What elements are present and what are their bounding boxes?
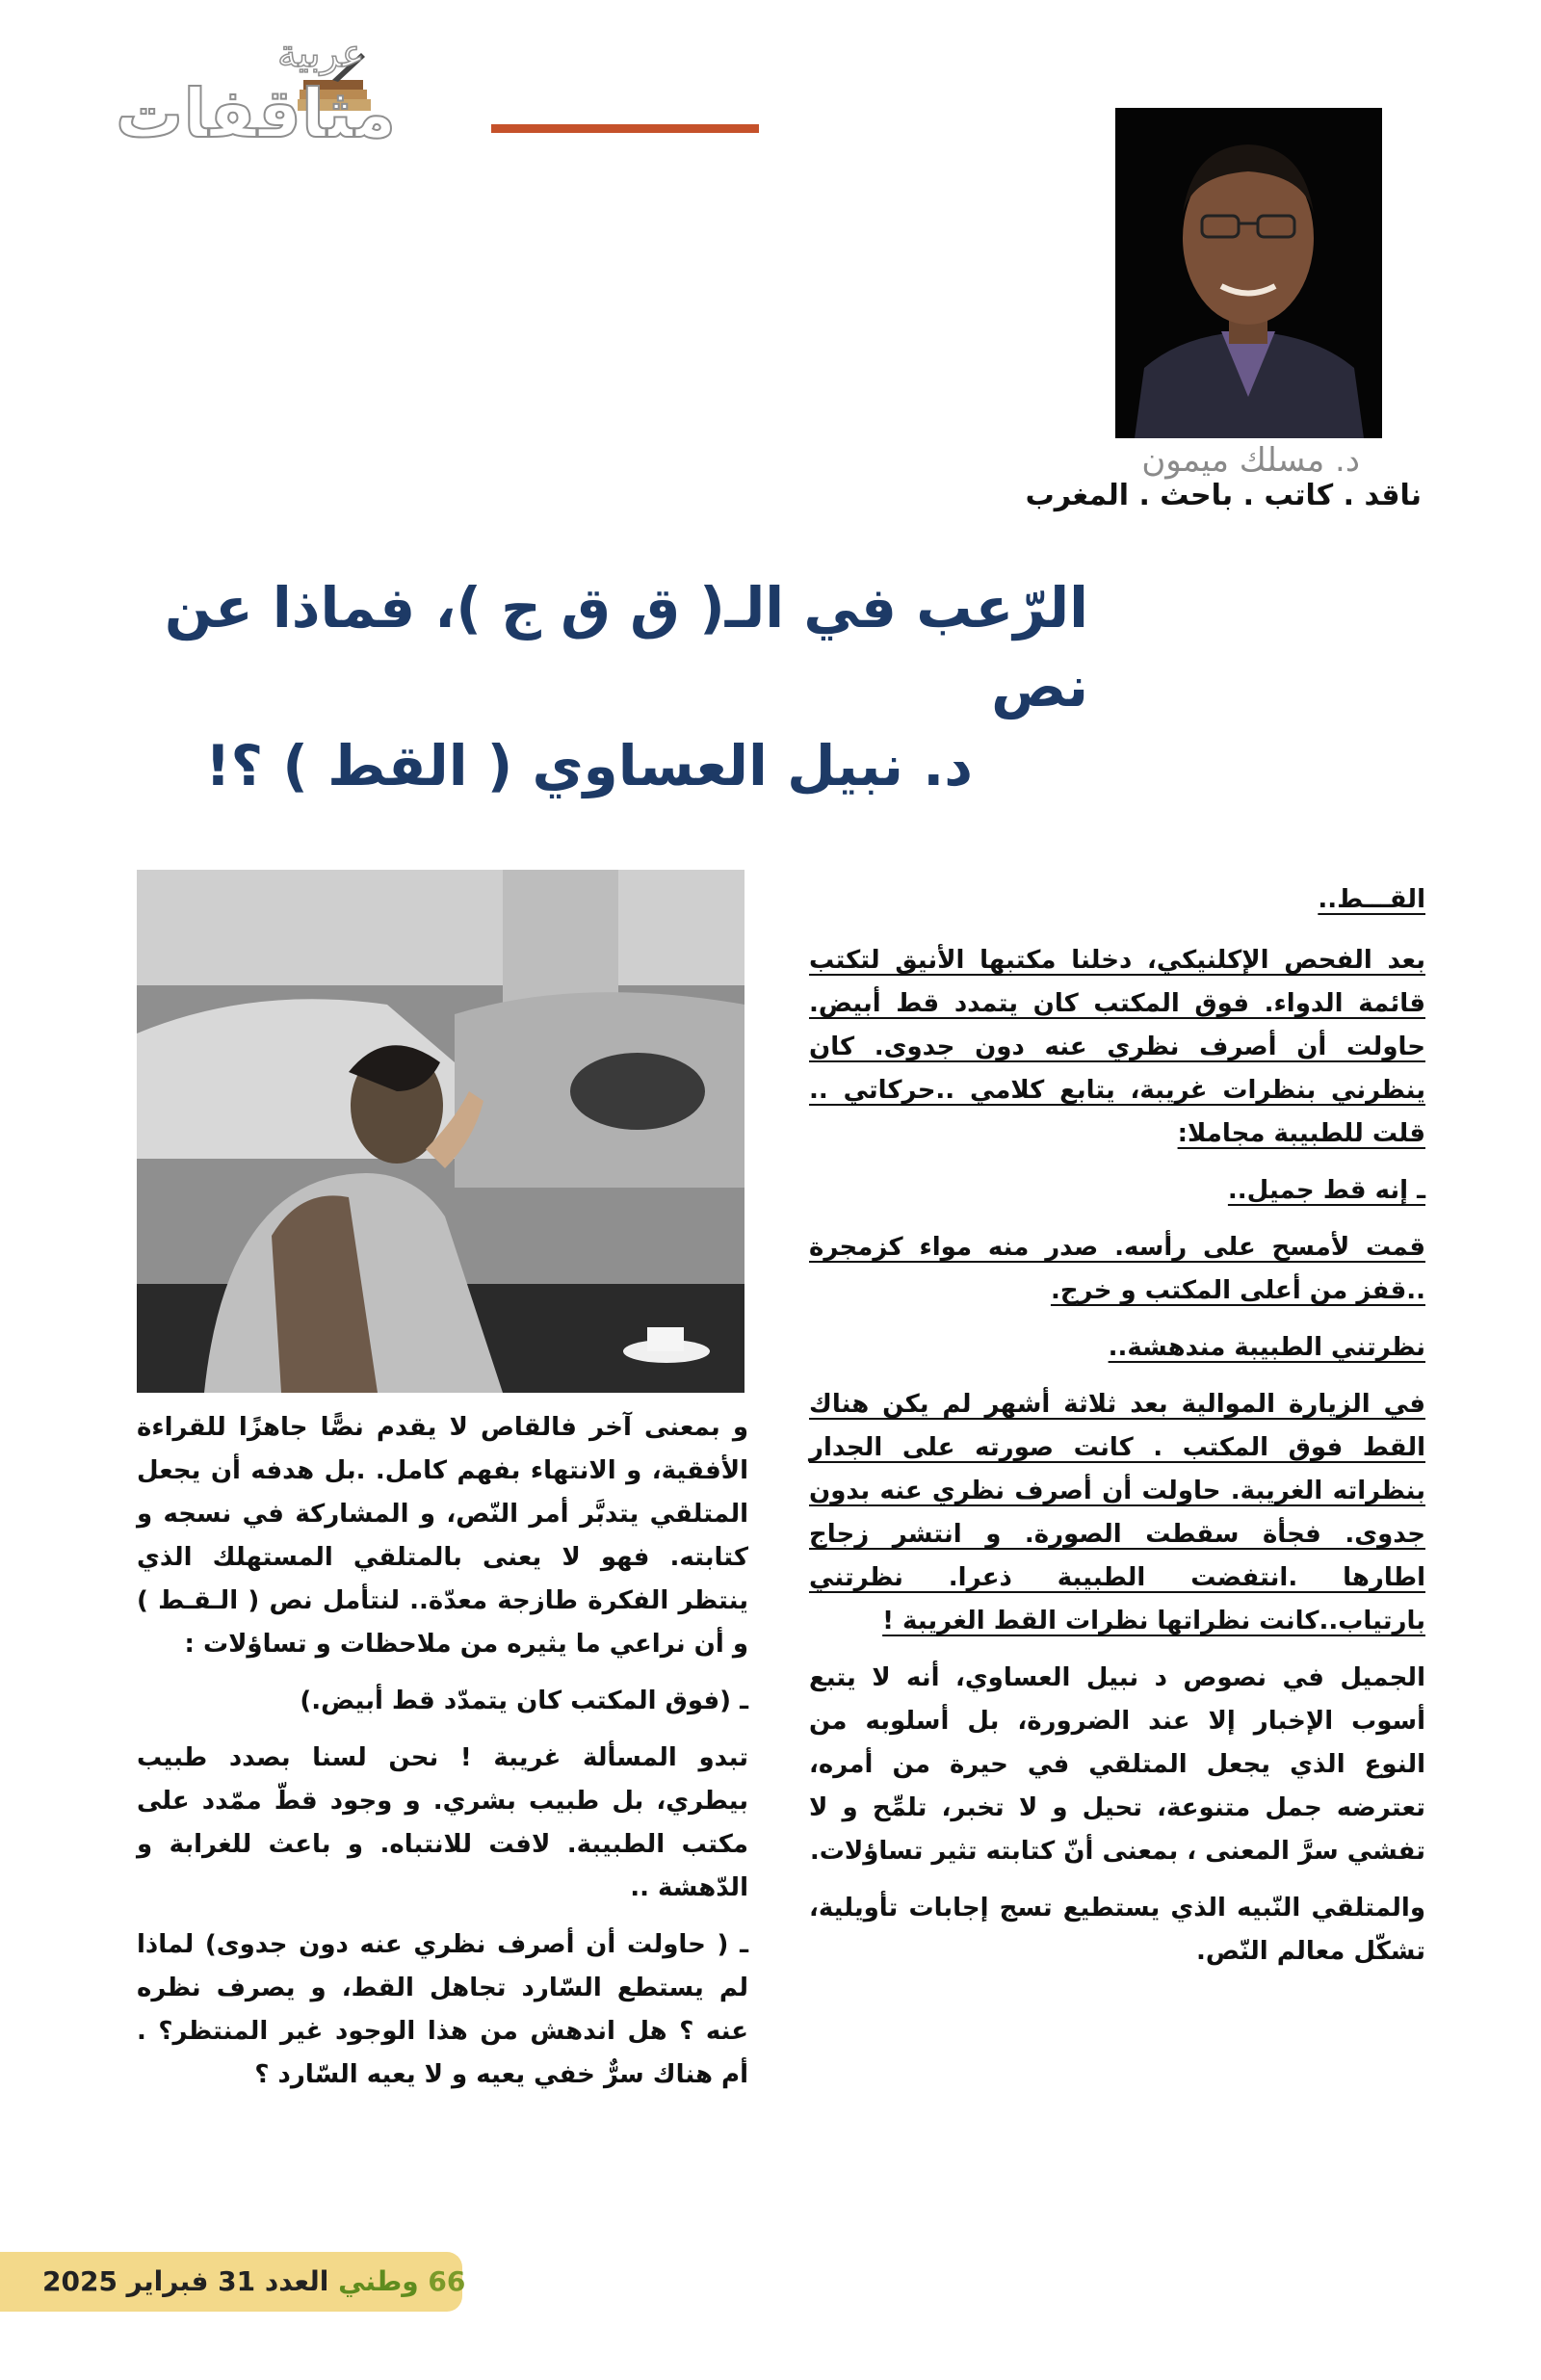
- article-photo: [137, 870, 744, 1393]
- author-name: د. مسلك ميمون: [1141, 441, 1360, 480]
- title-line-2: د. نبيل العساوي ( القط ) ؟!: [205, 733, 973, 798]
- logo-accent-line: [491, 124, 759, 133]
- title-line-1: الرّعب في الـ( ق ق ج )، فماذا عن نص: [164, 575, 1088, 719]
- right-column: [809, 878, 1425, 1987]
- analysis-paragraph-3: و بمعنى آخر فالقاص لا يقدم نصًّا جاهزًا للقراءة الأفقية، و الانتهاء بفهم كامل. .بل هدفه أن يجعل المتلقي يتدبَّر أمر النّص، و المشاركة في نسجه و كتابته. فهو لا يعنى بالمتلقي المستهلك الذي ينتظر الفكرة طازجة معدّة.. لنتأمل نص ( الـقـط ) و أن نراعي ما يثيره من ملاحظات و تساؤلات :: [137, 1413, 748, 1659]
- story-paragraph-3: قمت لأمسح على رأسه. صدر منه مواء كزمجرة ..قفز من أعلى المكتب و خرج.: [809, 1233, 1425, 1305]
- footer-text: [42, 2265, 465, 2297]
- story-paragraph-4: نظرتني الطبيبة مندهشة..: [1108, 1333, 1425, 1362]
- magazine-name: وطني: [338, 2265, 419, 2297]
- quote-2: ـ ( حاولت أن أصرف نظري عنه دون جدوى) لماذا لم يستطع السّارد تجاهل القط، و يصرف نظره عنه ؟ هل اندهش من هذا الوجود غير المنتظر؟ . أم هناك سرٌّ خفي يعيه و لا يعيه السّارد ؟: [137, 1930, 748, 2089]
- magazine-logo: [106, 24, 665, 153]
- story-paragraph-2: ـ إنه قط جميل..: [1227, 1176, 1425, 1205]
- page-footer: [0, 2252, 466, 2312]
- page-number: 66: [428, 2265, 466, 2297]
- analysis-paragraph-4: تبدو المسألة غريبة ! نحن لسنا بصدد طبيب بيطري، بل طبيب بشري. و وجود قطّ ممّدد على مكتب الطبيبة. لافت للانتباه. و باعث للغرابة و الدّهشة ..: [137, 1743, 748, 1902]
- article-title: [125, 568, 1088, 805]
- logo-subtitle: عربية: [277, 32, 365, 76]
- analysis-paragraph-2: والمتلقي النّبيه الذي يستطيع تسج إجابات تأويلية، تشكّل معالم النّص.: [809, 1894, 1425, 1966]
- author-role: ناقد . كاتب . باحث . المغرب: [1025, 479, 1422, 512]
- author-portrait: [1115, 108, 1382, 438]
- issue-label: العدد: [264, 2265, 329, 2297]
- analysis-paragraph-1: الجميل في نصوص د نبيل العساوي، أنه لا يتبع أسوب الإخبار إلا عند الضرورة، بل أسلوبه من النوع الذي يجعل المتلقي في حيرة من أمره، تعترضه جمل متنوعة، تحيل و لا تخبر، تلمِّح و لا تفشي سرَّ المعنى ، بمعنى أنّ كتابته تثير تساؤلات.: [809, 1663, 1425, 1866]
- story-heading: القـــط..: [1318, 885, 1425, 914]
- issue-date: 31 فبراير 2025: [42, 2265, 256, 2297]
- story-paragraph-1: بعد الفحص الإكلنيكي، دخلنا مكتبها الأنيق لتكتب قائمة الدواء. فوق المكتب كان يتمدد قط أبيض. حاولت أن أصرف نظري عنه دون جدوى. كان ينظرني بنظرات غريبة، يتابع كلامي ..حركاتي .. قلت للطبيبة مجاملا:: [809, 946, 1425, 1148]
- quote-1: ـ (فوق المكتب كان يتمدّد قط أبيض.): [300, 1687, 748, 1715]
- logo-title: مثاقفات: [116, 74, 397, 153]
- left-column: [137, 1406, 748, 2110]
- story-paragraph-5: في الزيارة الموالية بعد ثلاثة أشهر لم يكن هناك القط فوق المكتب . كانت صورته على الجدار بنظراته الغريبة. حاولت أن أصرف نظري عنه بدون جدوى. فجأة سقطت الصورة. و انتشر زجاج اطارها .انتفضت الطبيبة ذعرا. نظرتني بارتياب..كانت نظراتها نظرات القط الغريبة !: [809, 1390, 1425, 1635]
